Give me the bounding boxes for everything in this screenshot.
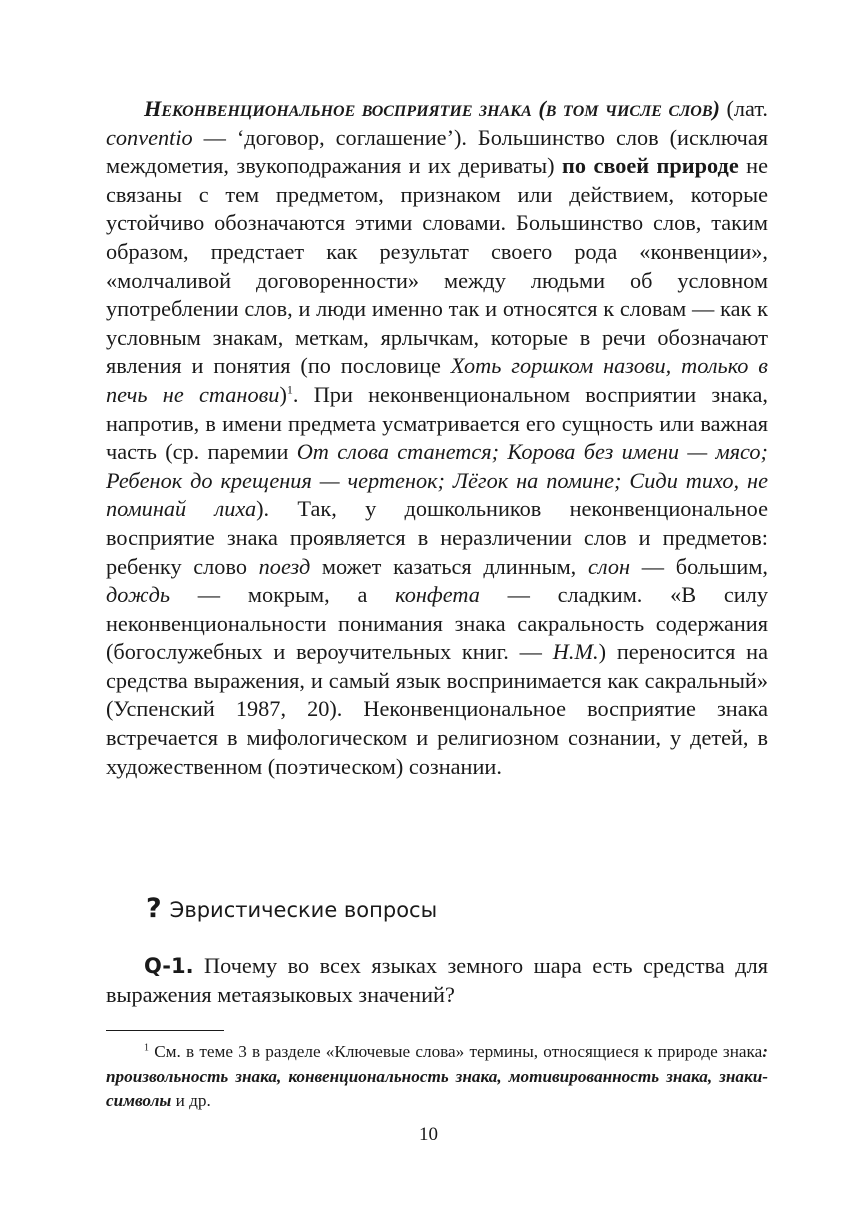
section-title: Эвристические вопросы [169, 898, 438, 922]
question-mark-icon: ? [146, 893, 162, 924]
paremia-examples: От слова станется; Корова без имени — мясо; Ребенок до крещения — чертенок; Лёгок на помине; Сиди тихо, не поминай лиха [106, 439, 768, 522]
author-initials: Н.М. [552, 639, 599, 665]
text-run: может казаться длинным, [310, 553, 588, 579]
footnote-text: и др. [171, 1091, 211, 1110]
text-run: ) [279, 381, 287, 407]
footnote-terms: : произвольность знака, конвенциональность знака, мотивированность знака, знаки-символы [106, 1042, 768, 1110]
text-run: — ‘договор, соглашение’). Большинство слов (исключая междометия, звукоподражания и их дериваты) [106, 124, 768, 179]
footnote-marker: 1 [144, 1042, 149, 1054]
example-word: слон [587, 553, 631, 579]
section-heading [146, 893, 437, 924]
example-word: поезд [258, 553, 311, 579]
text-run: не связаны с тем предметом, признаком или действием, которые устойчиво обозначаются этими словами. Большинство слов, таким образом, предстает как результат своего рода «конвенции», «молчаливой договоренности» между людьми об условном употреблении слов, и люди именно так и относятся к словам — как к условным знакам, меткам, ярлычкам, которые в речи обозначают явления и понятия (по пословице [106, 153, 768, 379]
text-run: . При неконвенциональном восприятии знака, напротив, в имени предмета усматривается его сущность или важная часть (ср. паремии [106, 381, 768, 465]
main-paragraph [106, 95, 768, 781]
footnote [106, 1040, 768, 1114]
question-text: Почему во всех языках земного шара есть средства для выражения метаязыковых значений? [106, 953, 768, 1007]
footnote-divider [106, 1030, 224, 1031]
text-run: ). Так, у дошкольников неконвенциональное восприятие знака проявляется в неразличении слов и предметов: ребенку слово [106, 496, 768, 579]
term-heading: Неконвенциональное восприятие знака (в том числе слов) [144, 96, 720, 121]
emphasis-bold: по своей природе [562, 153, 739, 179]
text-run: — большим, [630, 553, 768, 579]
page-number: 10 [419, 1124, 438, 1145]
question-label: Q-1. [144, 954, 194, 978]
latin-term: conventio [106, 124, 193, 150]
proverb-example: Хоть горшком назови, только в печь не станови [106, 353, 768, 407]
footnote-text: См. в теме 3 в разделе «Ключевые слова» термины, относящиеся к природе знака [149, 1042, 763, 1061]
text-run: ) переносится на средства выражения, и самый язык воспринимается как сакральный» (Успенский 1987, 20). Неконвенциональное восприятие знака встречается в мифологическом и религиозном сознании, у детей, в художественном (поэтическом) сознании. [106, 639, 768, 779]
text-run: (лат. [719, 96, 768, 121]
question-item [106, 952, 768, 1009]
text-run: — мокрым, а [170, 582, 396, 608]
example-word: дождь [106, 582, 171, 608]
text-run: — сладким. «В силу неконвенциональности понимания знака сакральность содержания (богослужебных и вероучительных книг. — [106, 582, 768, 665]
example-word: конфета [395, 582, 480, 608]
footnote-reference[interactable]: 1 [286, 382, 293, 397]
